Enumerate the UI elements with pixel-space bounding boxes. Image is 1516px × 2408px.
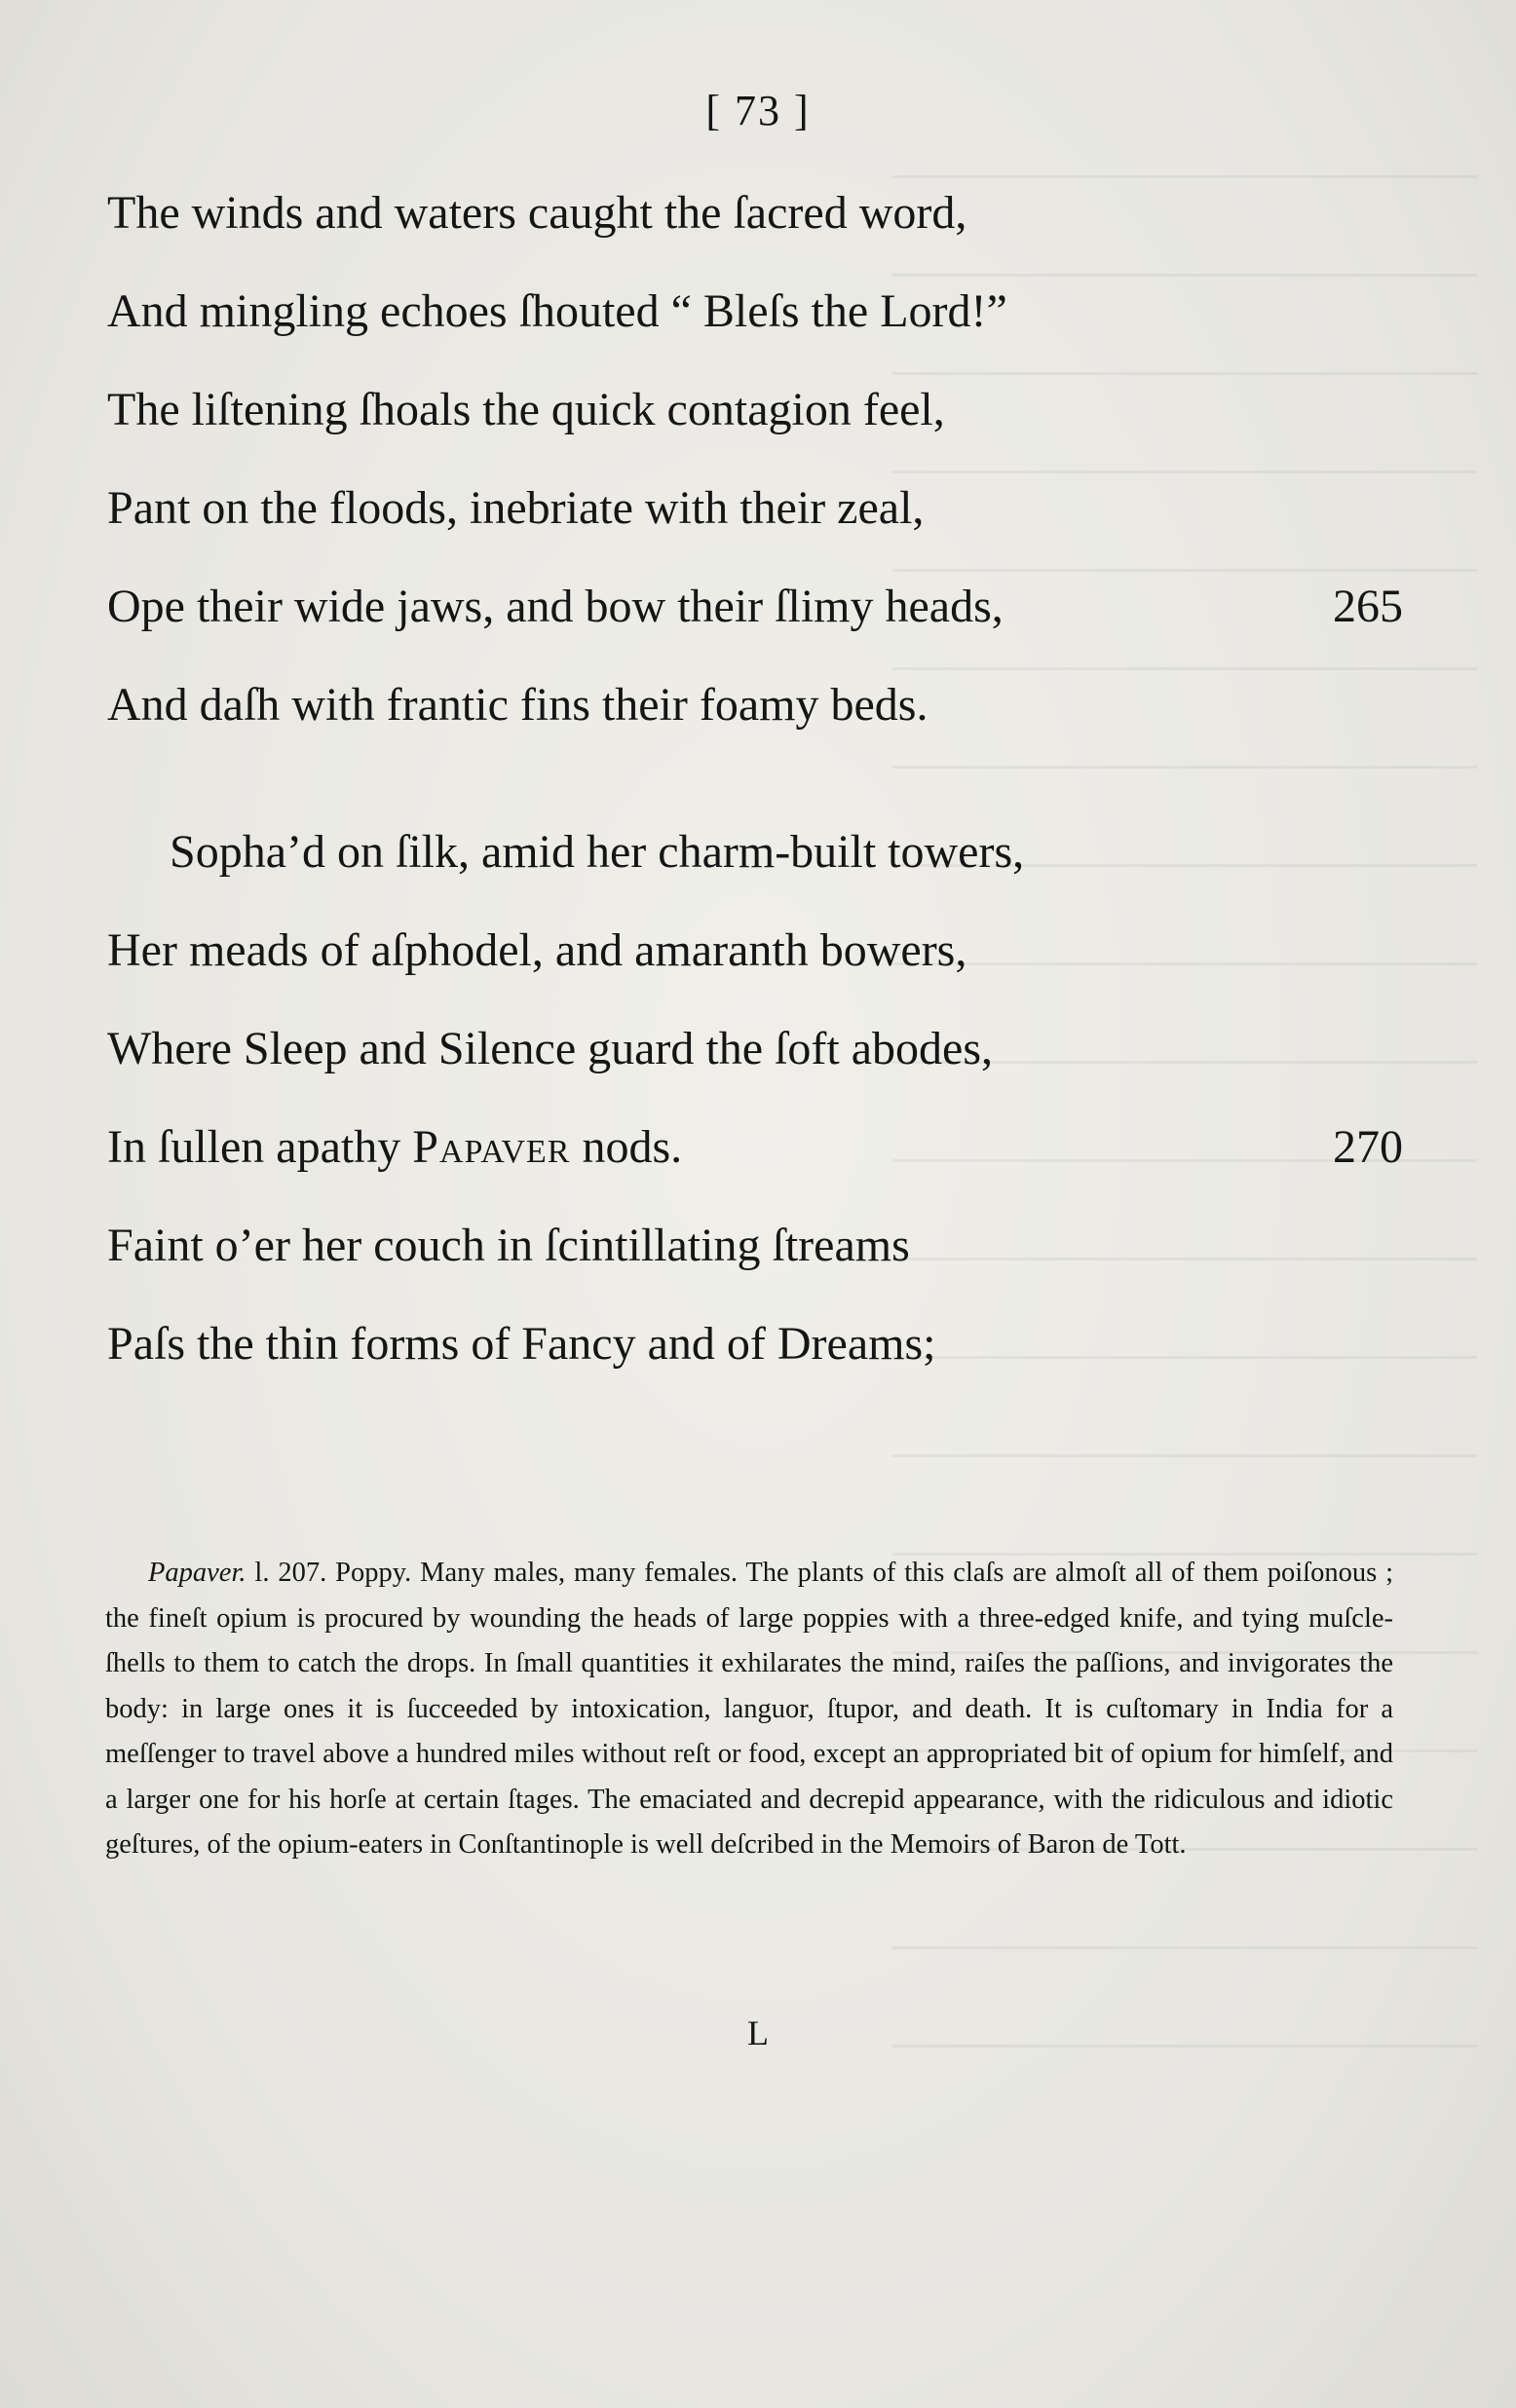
verse-line — [107, 1196, 1403, 1295]
footnote — [105, 1551, 1393, 1868]
verse-line — [107, 656, 1403, 754]
verse-line — [107, 803, 1403, 901]
verse-line — [107, 901, 1403, 999]
verse-line-text: Sopha’d on ſilk, amid her charm-built towers, — [170, 826, 1025, 878]
verse-line — [107, 459, 1403, 557]
verse-line-text-part: In ſullen apathy — [107, 1121, 413, 1173]
verse-line-text-part: nods. — [570, 1121, 683, 1173]
verse-line-text: The winds and waters caught the ſacred word, — [107, 187, 967, 239]
verse-line-text: And daſh with frantic fins their foamy beds. — [107, 679, 929, 731]
verse-line — [107, 262, 1403, 360]
line-number: 265 — [1333, 581, 1403, 632]
line-number: 270 — [1333, 1121, 1403, 1173]
verse-line — [107, 1295, 1403, 1393]
verse-line — [107, 164, 1403, 262]
papaver-small-caps: Papaver — [412, 1121, 571, 1173]
footnote-indent — [105, 1558, 148, 1588]
verse-line-text: Faint o’er her couch in ſcintillating ſtreams — [107, 1220, 910, 1271]
verse-block — [107, 164, 1403, 1393]
verse-line-text: Where Sleep and Silence guard the ſoft abodes, — [107, 1023, 993, 1074]
footnote-label: Papaver. — [148, 1558, 246, 1588]
signature-mark: L — [747, 2013, 769, 2052]
verse-line — [107, 360, 1403, 459]
verse-line — [107, 999, 1403, 1098]
verse-line-text — [107, 1121, 682, 1173]
verse-line — [107, 1098, 1403, 1196]
verse-line-text: And mingling echoes ſhouted “ Bleſs the Lord!” — [107, 285, 1007, 337]
verse-line-text: The liſtening ſhoals the quick contagion feel, — [107, 384, 945, 435]
verse-line — [107, 557, 1403, 656]
verse-line-text: Ope their wide jaws, and bow their ſlimy heads, — [107, 581, 1004, 632]
footnote-text: l. 207. Poppy. Many males, many females. The plants of this claſs are almoſt all of them poiſonous ; the fineſt opium is procured by wounding the heads of large poppies with a three-edged knife, and tying muſcle-ſhells to them to catch the drops. In ſmall quantities it exhilarates the mind, raiſes the paſſions, and invigorates the body: in large ones it is ſucceeded by intoxication, languor, ſtupor, and death. It is cuſtomary in India for a meſſenger to travel above a hundred miles without reſt or food, except an appropriated bit of opium for himſelf, and a larger one for his horſe at certain ſtages. The emaciated and decrepid appearance, with the ridiculous and idiotic geſtures, of the opium-eaters in Conſtantinople is well deſcribed in the Memoirs of Baron de Tott. — [105, 1558, 1393, 1860]
page-number-header: [ 73 ] — [705, 87, 811, 134]
verse-line-text: Pant on the floods, inebriate with their zeal, — [107, 482, 925, 534]
verse-line-text: Paſs the thin forms of Fancy and of Dreams; — [107, 1318, 936, 1370]
verse-line-text: Her meads of aſphodel, and amaranth bowers, — [107, 924, 967, 976]
